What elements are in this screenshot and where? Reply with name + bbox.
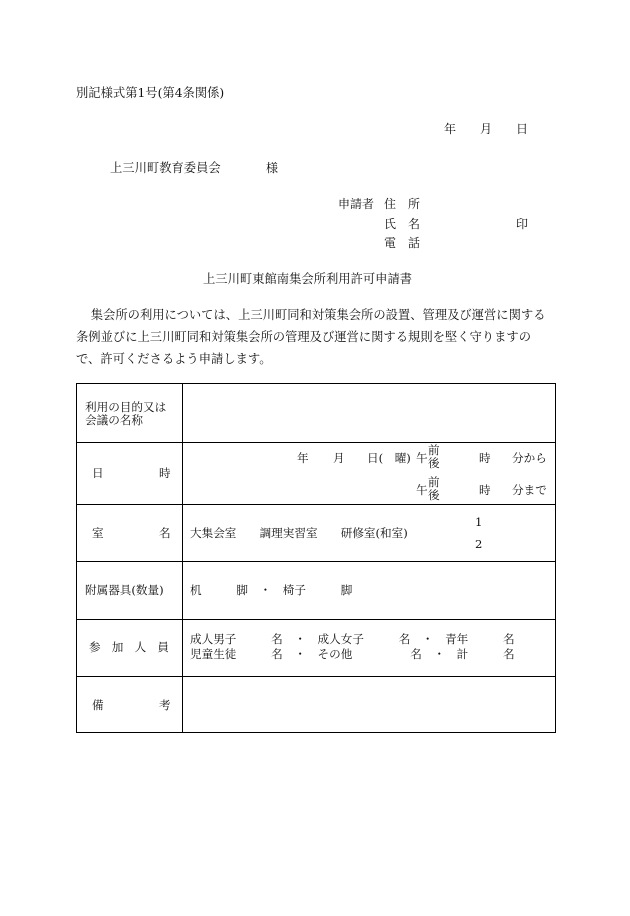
end-hour: 時 — [479, 483, 491, 497]
start-ampm-prefix: 午 — [416, 451, 428, 465]
remarks-label-left: 備 — [92, 698, 104, 712]
participants-line-2: 児童生徒 名 ・ その他 名 ・ 計 名 — [190, 647, 515, 661]
addressee-name: 上三川町教育委員会 — [110, 161, 221, 175]
form-number: 別記様式第1号(第4条関係) — [76, 86, 225, 100]
end-ampm-prefix: 午 — [416, 483, 428, 497]
remarks-label-right: 考 — [159, 698, 171, 712]
start-from: 分から — [512, 451, 547, 465]
address-label: 住 所 — [384, 197, 421, 211]
document-title: 上三川町東館南集会所利用許可申請書 — [203, 272, 413, 286]
participants-line-1: 成人男子 名 ・ 成人女子 名 ・ 青年 名 — [190, 632, 515, 646]
row-divider — [77, 504, 555, 505]
row-divider — [77, 619, 555, 620]
date-month-label: 月 — [480, 122, 493, 136]
body-paragraph: 集会所の利用については、上三川町同和対策集会所の設置、管理及び運営に関する条例並びに上三川町同和対策集会所の管理及び運営に関する規則を堅く守りますので、許可くださるよう申請します。 — [76, 308, 546, 366]
datetime-day-weekday: 日( 曜) — [367, 451, 411, 465]
start-ampm-choice: 前 後 — [428, 443, 440, 470]
room-label-right: 名 — [159, 526, 171, 540]
participants-label: 参 加 人 員 — [89, 640, 169, 654]
equipment-label: 附属器具(数量) — [85, 583, 164, 597]
datetime-year: 年 — [297, 451, 309, 465]
phone-label: 電 話 — [384, 236, 421, 250]
room-label-left: 室 — [92, 526, 104, 540]
application-table — [76, 383, 556, 733]
seal-mark: 印 — [516, 217, 529, 231]
datetime-label-right: 時 — [159, 466, 171, 480]
date-year-label: 年 — [444, 122, 457, 136]
datetime-label-left: 日 — [92, 466, 104, 480]
name-label: 氏 名 — [384, 217, 421, 231]
purpose-label: 利用の目的又は 会議の名称 — [85, 400, 167, 427]
equipment-value: 机 脚 ・ 椅子 脚 — [190, 583, 353, 597]
applicant-label: 申請者 — [338, 197, 375, 211]
room-number-1: 1 — [475, 515, 483, 529]
date-day-label: 日 — [516, 122, 529, 136]
table-column-divider — [182, 384, 183, 732]
end-ampm-choice: 前 後 — [428, 475, 440, 502]
addressee-honorific: 様 — [266, 161, 279, 175]
end-until: 分まで — [512, 483, 547, 497]
room-number-2: 2 — [475, 537, 483, 551]
room-options: 大集会室 調理実習室 研修室(和室) — [190, 526, 408, 540]
start-hour: 時 — [479, 451, 491, 465]
row-divider — [77, 561, 555, 562]
row-divider — [77, 442, 555, 443]
datetime-month: 月 — [333, 451, 345, 465]
row-divider — [77, 676, 555, 677]
